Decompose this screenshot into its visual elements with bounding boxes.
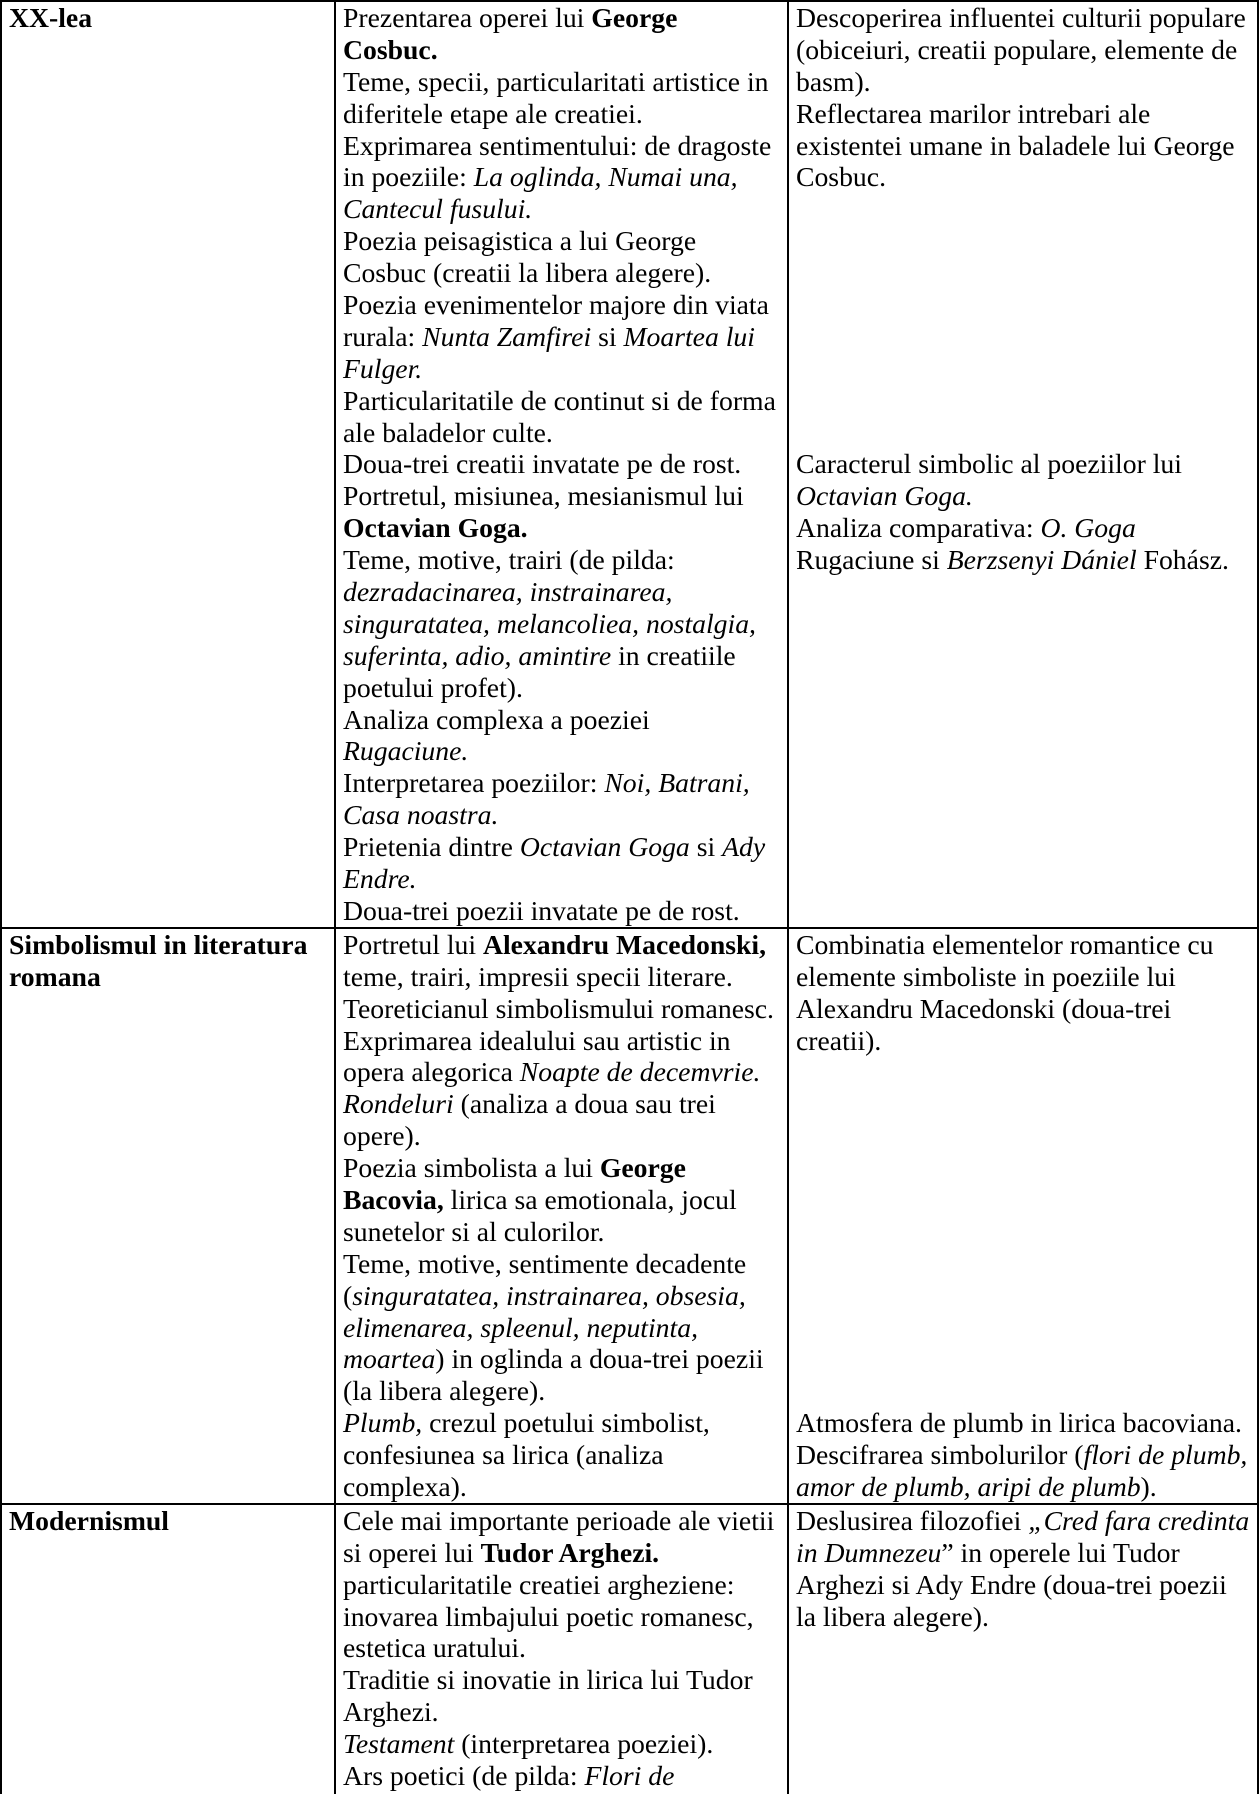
text-run: inovarea limbajului poetic romanesc, xyxy=(343,1600,754,1632)
text-line xyxy=(343,1375,785,1407)
table-row xyxy=(0,927,1259,1503)
italic-text: Rondeluri xyxy=(343,1088,454,1120)
italic-text: La oglinda, Numai una, xyxy=(473,161,738,193)
text-line xyxy=(796,1407,1255,1439)
italic-text: Endre. xyxy=(343,863,417,895)
text-run: Arghezi. xyxy=(343,1696,439,1728)
text-line xyxy=(343,448,785,480)
text-line xyxy=(343,480,785,512)
italic-text: suferinta, adio, amintire xyxy=(343,639,612,671)
italic-text: Octavian Goga. xyxy=(796,480,973,512)
text-line xyxy=(343,225,785,257)
text-run: Cosbuc (creatii la libera alegere). xyxy=(343,257,712,289)
text-line xyxy=(9,2,332,34)
text-run: Cele mai importante perioade ale vietii xyxy=(343,1504,775,1536)
text-line xyxy=(796,512,1255,544)
text-run: si operei lui xyxy=(343,1536,481,1568)
text-line xyxy=(343,799,785,831)
text-line xyxy=(343,704,785,736)
text-line xyxy=(796,448,1255,480)
text-line xyxy=(796,544,1255,576)
text-line xyxy=(343,1312,785,1344)
italic-text: singuratatea, instrainarea, obsesia, xyxy=(352,1279,746,1311)
text-line xyxy=(796,1505,1255,1537)
text-line xyxy=(796,1601,1255,1633)
italic-text: Berzsenyi Dániel xyxy=(946,544,1137,576)
text-line xyxy=(9,961,332,993)
text-run: Atmosfera de plumb in lirica bacoviana. xyxy=(796,1407,1242,1439)
italic-text: Octavian Goga xyxy=(519,831,690,863)
bold-text: romana xyxy=(9,960,101,992)
text-line xyxy=(796,66,1255,98)
italic-text: „Cred fara credinta xyxy=(1028,1504,1250,1536)
text-line xyxy=(343,385,785,417)
text-line xyxy=(796,993,1255,1025)
objectives-cell xyxy=(787,1407,1259,1503)
content-cell xyxy=(334,1505,787,1794)
topic-cell xyxy=(0,929,334,1503)
text-run: Rugaciune si xyxy=(796,544,947,576)
text-run: Exprimarea idealului sau artistic in xyxy=(343,1024,731,1056)
text-line xyxy=(343,1696,785,1728)
text-run: Poezia peisagistica a lui George xyxy=(343,225,697,257)
text-run: Descoperirea influentei culturii populare xyxy=(796,2,1246,33)
text-line xyxy=(343,353,785,385)
text-run: Particularitatile de continut si de forma xyxy=(343,384,776,416)
text-line xyxy=(343,895,785,927)
text-line xyxy=(343,257,785,289)
text-run: opere). xyxy=(343,1120,421,1152)
italic-text: Cantecul fusului. xyxy=(343,193,533,225)
text-run: Cosbuc. xyxy=(796,161,886,193)
text-run: ). xyxy=(1140,1470,1157,1502)
bold-text: Alexandru Macedonski, xyxy=(482,928,767,960)
text-line xyxy=(343,608,785,640)
text-line xyxy=(343,1664,785,1696)
text-run: Caracterul simbolic al poeziilor lui xyxy=(796,448,1182,480)
text-line xyxy=(343,1439,785,1471)
italic-text: Nunta Zamfirei xyxy=(422,320,592,352)
text-run: estetica uratului. xyxy=(343,1632,526,1664)
text-run: la libera alegere). xyxy=(796,1600,989,1632)
text-line xyxy=(343,1120,785,1152)
text-run: Doua-trei creatii invatate pe de rost. xyxy=(343,448,742,480)
text-run: (la libera alegere). xyxy=(343,1375,546,1407)
text-line xyxy=(343,831,785,863)
text-line xyxy=(343,1407,785,1439)
content-cell xyxy=(334,1407,787,1503)
text-run: Analiza comparativa: xyxy=(796,512,1041,544)
text-run: Interpretarea poeziilor: xyxy=(343,767,605,799)
content-cell xyxy=(334,2,787,448)
text-line xyxy=(343,1505,785,1537)
text-line xyxy=(343,321,785,353)
bold-text: Cosbuc. xyxy=(343,33,438,65)
text-run: teme, trairi, impresii specii literare. xyxy=(343,960,733,992)
text-run: Poezia evenimentelor majore din viata xyxy=(343,289,769,321)
text-run: Fohász. xyxy=(1136,544,1229,576)
text-run: Prietenia dintre xyxy=(343,831,520,863)
text-line xyxy=(343,1184,785,1216)
italic-text: moartea xyxy=(343,1343,436,1375)
text-line xyxy=(796,98,1255,130)
text-run: complexa). xyxy=(343,1470,467,1502)
text-run: (obiceiuri, creatii populare, elemente de xyxy=(796,33,1238,65)
text-run: si xyxy=(591,320,624,352)
text-line xyxy=(343,1216,785,1248)
text-line xyxy=(796,130,1255,162)
text-line xyxy=(343,767,785,799)
text-run: creatii). xyxy=(796,1024,882,1056)
text-line xyxy=(343,1632,785,1664)
text-line xyxy=(343,961,785,993)
text-line xyxy=(343,993,785,1025)
text-run: ) in oglinda a doua-trei poezii xyxy=(435,1343,764,1375)
text-line xyxy=(9,1505,332,1537)
text-run: Combinatia elementelor romantice cu xyxy=(796,928,1214,960)
bold-text: Modernismul xyxy=(9,1504,169,1536)
text-line xyxy=(343,193,785,225)
text-run: Teme, specii, particularitati artistice in xyxy=(343,65,769,97)
text-line xyxy=(796,1439,1255,1471)
italic-text: Plumb, xyxy=(343,1407,423,1439)
text-line xyxy=(343,512,785,544)
text-line xyxy=(343,544,785,576)
text-run: Reflectarea marilor intrebari ale xyxy=(796,97,1151,129)
italic-text: Noi, Batrani, xyxy=(604,767,750,799)
objectives-cell xyxy=(787,929,1259,1407)
italic-text: Ady xyxy=(722,831,766,863)
text-line xyxy=(343,1343,785,1375)
objectives-cell xyxy=(787,2,1259,448)
text-run: in creatiile xyxy=(611,639,736,671)
text-line xyxy=(343,1537,785,1569)
bold-text: Octavian Goga. xyxy=(343,512,528,544)
text-run: Doua-trei poezii invatate pe de rost. xyxy=(343,894,740,926)
content-cell xyxy=(334,929,787,1407)
italic-text: Casa noastra. xyxy=(343,799,499,831)
text-run: Prezentarea operei lui xyxy=(343,2,592,33)
text-run: Ars poetici (de pilda: xyxy=(343,1759,585,1791)
text-line xyxy=(343,1056,785,1088)
text-line xyxy=(343,1760,785,1792)
text-line xyxy=(796,929,1255,961)
text-run: sunetelor si al culorilor. xyxy=(343,1215,605,1247)
text-line xyxy=(343,1248,785,1280)
bold-text: George xyxy=(591,2,678,33)
text-run: Exprimarea sentimentului: de dragoste xyxy=(343,129,772,161)
topic-cell xyxy=(0,2,334,927)
text-line xyxy=(343,1025,785,1057)
text-run: Teme, motive, trairi (de pilda: xyxy=(343,544,675,576)
italic-text: flori de plumb, xyxy=(1083,1439,1248,1471)
row-segments xyxy=(334,929,1259,1503)
text-run: Descifrarea simbolurilor ( xyxy=(796,1439,1084,1471)
text-run: Deslusirea filozofiei xyxy=(796,1504,1029,1536)
text-run: Portretul lui xyxy=(343,928,483,960)
bold-text: Simbolismul in literatura xyxy=(9,928,308,960)
text-line xyxy=(343,1569,785,1601)
objectives-cell xyxy=(787,1505,1259,1794)
text-line xyxy=(796,1537,1255,1569)
text-line xyxy=(343,1471,785,1503)
text-run: particularitatile creatiei argheziene: xyxy=(343,1568,735,1600)
objectives-cell xyxy=(787,448,1259,926)
text-run: poetului profet). xyxy=(343,671,523,703)
text-run: opera alegorica xyxy=(343,1056,520,1088)
text-line xyxy=(343,130,785,162)
table-row xyxy=(0,1503,1259,1794)
text-run: Alexandru Macedonski (doua-trei xyxy=(796,992,1172,1024)
text-line xyxy=(343,1601,785,1633)
text-run: Traditie si inovatie in lirica lui Tudor xyxy=(343,1664,753,1696)
text-line xyxy=(796,1025,1255,1057)
text-line xyxy=(796,2,1255,34)
text-line xyxy=(9,929,332,961)
text-run: elemente simboliste in poeziile lui xyxy=(796,960,1176,992)
row-segments xyxy=(334,2,1259,927)
text-run: Teme, motive, sentimente decadente xyxy=(343,1247,747,1279)
text-run: basm). xyxy=(796,65,871,97)
text-run: ( xyxy=(343,1279,353,1311)
text-run: diferitele etape ale creatiei. xyxy=(343,97,643,129)
text-line xyxy=(343,1728,785,1760)
text-run: Arghezi si Ady Endre (doua-trei poezii xyxy=(796,1568,1227,1600)
italic-text: Noapte de decemvrie. xyxy=(519,1056,761,1088)
text-run: Teoreticianul simbolismului romanesc. xyxy=(343,992,774,1024)
bold-text: XX-lea xyxy=(9,2,93,33)
text-line xyxy=(343,1088,785,1120)
text-run: si xyxy=(689,831,723,863)
italic-text: amor de plumb, aripi de plumb xyxy=(796,1470,1141,1502)
text-run: lirica sa emotionala, jocul xyxy=(443,1183,737,1215)
bold-text: Bacovia, xyxy=(343,1183,444,1215)
text-run: Poezia simbolista a lui xyxy=(343,1152,600,1184)
text-line xyxy=(343,576,785,608)
italic-text: singuratatea, melancoliea, nostalgia, xyxy=(343,607,756,639)
italic-text: elimenarea, spleenul, neputinta, xyxy=(343,1311,698,1343)
text-line xyxy=(343,863,785,895)
bold-text: George xyxy=(599,1152,686,1184)
text-line xyxy=(796,961,1255,993)
text-line xyxy=(343,289,785,321)
text-line xyxy=(343,417,785,449)
text-line xyxy=(343,735,785,767)
text-run: (interpretarea poeziei). xyxy=(454,1728,714,1760)
text-run: Portretul, misiunea, mesianismul lui xyxy=(343,480,744,512)
italic-text: in Dumnezeu xyxy=(796,1536,942,1568)
text-run: Analiza complexa a poeziei xyxy=(343,703,650,735)
text-line xyxy=(796,161,1255,193)
text-line xyxy=(343,2,785,34)
text-line xyxy=(343,34,785,66)
text-line xyxy=(796,1471,1255,1503)
text-line xyxy=(796,34,1255,66)
content-cell xyxy=(334,448,787,926)
text-run: ale baladelor culte. xyxy=(343,416,553,448)
text-run: in poeziile: xyxy=(343,161,474,193)
text-run: crezul poetului simbolist, xyxy=(422,1407,710,1439)
text-line xyxy=(343,640,785,672)
text-line xyxy=(796,1569,1255,1601)
text-run: ” in operele lui Tudor xyxy=(941,1536,1180,1568)
text-run: (analiza a doua sau trei xyxy=(453,1088,716,1120)
text-run: existentei umane in baladele lui George xyxy=(796,129,1235,161)
italic-text: Testament xyxy=(343,1728,455,1760)
bold-text: Tudor Arghezi. xyxy=(480,1536,660,1568)
italic-text: Rugaciune. xyxy=(343,735,469,767)
italic-text: dezradacinarea, instrainarea, xyxy=(343,576,673,608)
text-run: rurala: xyxy=(343,320,423,352)
text-line xyxy=(796,480,1255,512)
topic-cell xyxy=(0,1505,334,1794)
text-line xyxy=(343,672,785,704)
italic-text: Moartea lui xyxy=(623,320,755,352)
text-line xyxy=(343,1152,785,1184)
text-line xyxy=(343,929,785,961)
row-segments xyxy=(334,1505,1259,1794)
italic-text: Flori de xyxy=(584,1759,675,1791)
text-line xyxy=(343,1280,785,1312)
text-line xyxy=(343,161,785,193)
text-line xyxy=(343,66,785,98)
text-run: confesiunea sa lirica (analiza xyxy=(343,1439,664,1471)
text-line xyxy=(343,98,785,130)
italic-text: Fulger. xyxy=(343,352,423,384)
italic-text: O. Goga xyxy=(1040,512,1136,544)
